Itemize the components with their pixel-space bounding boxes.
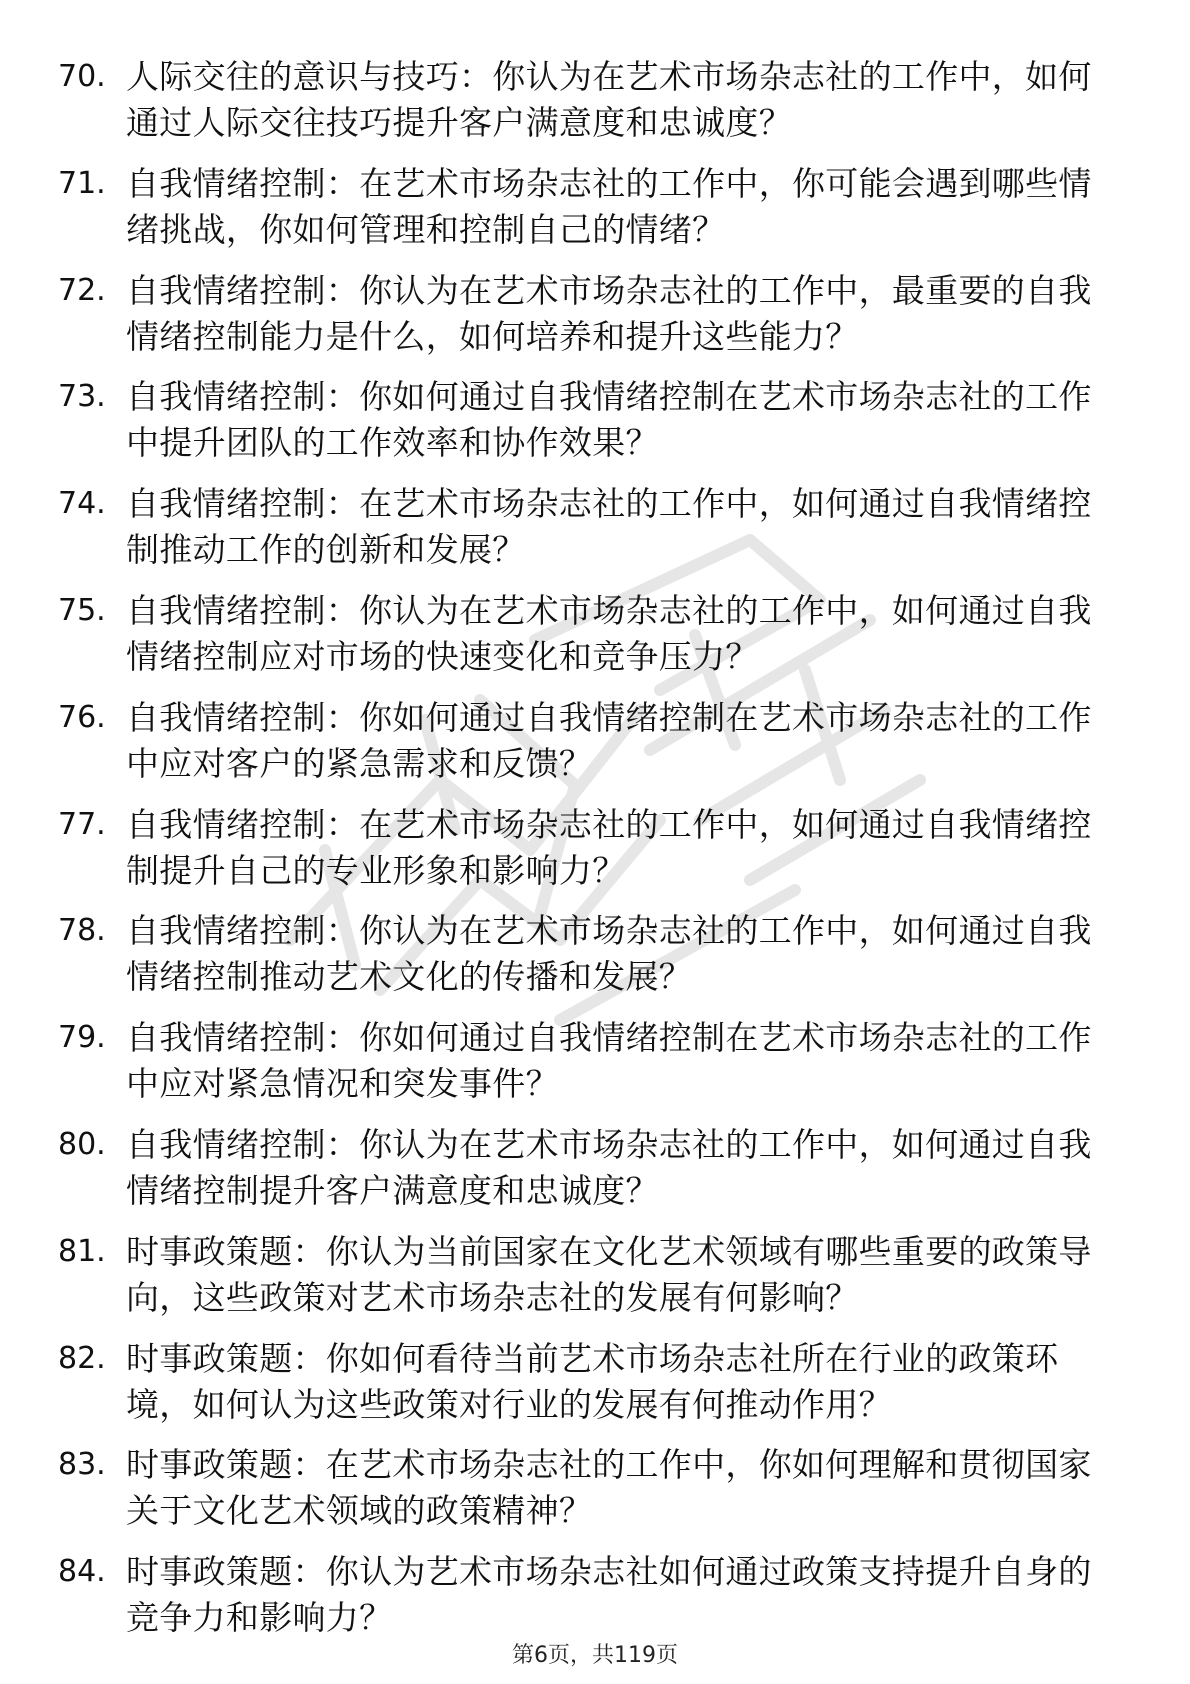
question-item [58,695,1118,787]
question-text: 自我情绪控制：你如何通过自我情绪控制在艺术市场杂志社的工作中应对客户的紧急需求和反馈？ [126,697,1092,783]
question-item [58,161,1118,253]
question-item [58,54,1118,146]
question-text: 自我情绪控制：你如何通过自我情绪控制在艺术市场杂志社的工作中应对紧急情况和突发事件？ [126,1018,1092,1104]
question-text: 自我情绪控制：你认为在艺术市场杂志社的工作中，最重要的自我情绪控制能力是什么，如何培养和提升这些能力？ [126,270,1092,356]
question-item [58,1442,1118,1534]
question-number: 76. [58,699,106,735]
question-item [58,588,1118,680]
question-number: 80. [58,1126,106,1162]
question-item [58,1015,1118,1107]
page-number-footer: 第6页，共119页 [512,1643,678,1668]
question-item [58,1336,1118,1428]
question-text: 自我情绪控制：你认为在艺术市场杂志社的工作中，如何通过自我情绪控制推动艺术文化的传播和发展？ [126,911,1092,997]
question-text: 自我情绪控制：在艺术市场杂志社的工作中，如何通过自我情绪控制推动工作的创新和发展？ [126,484,1092,570]
question-text: 时事政策题：你认为当前国家在文化艺术领域有哪些重要的政策导向，这些政策对艺术市场杂志社的发展有何影响？ [126,1231,1092,1317]
question-text: 人际交往的意识与技巧：你认为在艺术市场杂志社的工作中，如何通过人际交往技巧提升客户满意度和忠诚度？ [126,57,1092,142]
question-item [58,908,1118,1000]
question-text: 自我情绪控制：你如何通过自我情绪控制在艺术市场杂志社的工作中提升团队的工作效率和协作效果？ [126,377,1092,463]
question-text: 自我情绪控制：在艺术市场杂志社的工作中，如何通过自我情绪控制提升自己的专业形象和影响力？ [126,804,1092,890]
question-number: 77. [58,806,106,842]
question-item [58,374,1118,466]
question-text: 自我情绪控制：在艺术市场杂志社的工作中，你可能会遇到哪些情绪挑战，你如何管理和控制自己的情绪？ [126,163,1092,249]
question-text: 时事政策题：你如何看待当前艺术市场杂志社所在行业的政策环境，如何认为这些政策对行业的发展有何推动作用？ [126,1338,1059,1424]
question-number: 84. [58,1554,106,1590]
question-item [58,481,1118,573]
question-item [58,268,1118,360]
question-number: 81. [58,1233,106,1269]
question-text: 自我情绪控制：你认为在艺术市场杂志社的工作中，如何通过自我情绪控制提升客户满意度和忠诚度？ [126,1124,1092,1210]
question-item [58,1549,1118,1641]
question-text: 时事政策题：你认为艺术市场杂志社如何通过政策支持提升自身的竞争力和影响力？ [126,1552,1092,1638]
question-text: 时事政策题：在艺术市场杂志社的工作中，你如何理解和贯彻国家关于文化艺术领域的政策精神？ [126,1445,1092,1531]
question-number: 82. [58,1340,106,1376]
question-number: 83. [58,1447,106,1483]
question-number: 79. [58,1020,106,1056]
question-list [58,54,1118,1656]
question-number: 73. [58,379,106,415]
question-number: 71. [58,165,106,201]
question-number: 72. [58,272,106,308]
question-item [58,1122,1118,1214]
question-number: 78. [58,913,106,949]
question-number: 75. [58,592,106,628]
question-item [58,802,1118,894]
question-number: 70. [58,59,106,94]
question-item [58,1229,1118,1321]
question-number: 74. [58,486,106,522]
question-text: 自我情绪控制：你认为在艺术市场杂志社的工作中，如何通过自我情绪控制应对市场的快速变化和竞争压力？ [126,590,1092,676]
